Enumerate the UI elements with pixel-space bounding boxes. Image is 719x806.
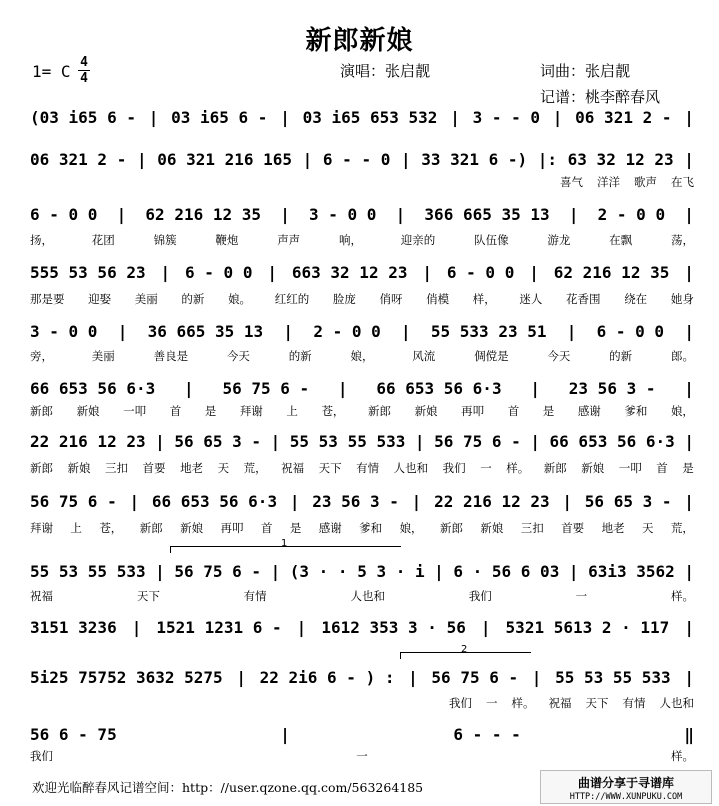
barline: |	[283, 321, 294, 341]
lyric-word: 新娘	[67, 461, 91, 475]
measure: 1612 353 3 · 56	[321, 617, 466, 637]
lyric-word: 有情	[622, 696, 646, 710]
measure: 56 65 3 -	[174, 431, 262, 451]
measure: 63i3 3562	[588, 561, 675, 581]
lyric-word: 样。	[506, 461, 530, 475]
barline: |	[684, 204, 694, 224]
barline: |	[684, 491, 694, 511]
notation-row	[30, 106, 694, 128]
lyrics-row	[30, 290, 694, 308]
barline: |	[566, 321, 577, 341]
lyric-word: 队伍像	[474, 233, 509, 247]
measure: 56 75 6 -	[174, 561, 262, 581]
measure: 6 - - 0	[322, 149, 391, 169]
lyric-word: 迷人	[519, 292, 543, 306]
lyric-word: 三扣	[520, 521, 544, 535]
lyric-word: 人也和	[659, 696, 694, 710]
barline: |	[480, 617, 491, 637]
measure: 63 32 12 23	[567, 149, 674, 169]
barline: |	[236, 667, 246, 687]
lyric-word: 天	[217, 461, 230, 475]
lyric-word: 的新	[288, 349, 312, 363]
barline: |	[184, 378, 194, 398]
lyric-word: 的新	[181, 292, 205, 306]
lyric-word: 风流	[412, 349, 436, 363]
lyric-word: 娘，	[670, 404, 694, 418]
lyric-word: 爹和	[624, 404, 648, 418]
barline: |	[422, 262, 432, 282]
lyric-word: 的新	[609, 349, 633, 363]
lyric-word: 游龙	[547, 233, 571, 247]
measure: 5i25 75752 3632 5275	[30, 667, 223, 687]
barline: |	[530, 431, 540, 451]
lyric-word: 上	[70, 521, 82, 535]
lyrics-row	[30, 587, 694, 605]
barline: |	[131, 617, 142, 637]
lyric-word: 样，	[472, 292, 496, 306]
measure: 23 56 3 -	[312, 491, 399, 511]
barline: |	[684, 667, 694, 687]
lyric-word: 苍，	[321, 404, 345, 418]
measure: 22 2i6 6 - ) :	[259, 667, 395, 687]
lyric-word: 一	[486, 696, 498, 710]
lyric-word: 苍，	[99, 521, 123, 535]
barline: |	[414, 431, 425, 451]
writer-credit: 词曲：张启靓	[540, 62, 631, 80]
measure: 6 - 0 0	[30, 204, 98, 224]
song-title: 新郎新娘	[305, 26, 414, 56]
lyrics-row	[30, 173, 694, 191]
measure: 366 665 35 13	[424, 204, 550, 224]
lyric-word: 样。	[670, 589, 694, 603]
measure: 6 - 0 0	[185, 262, 253, 282]
lyric-word: 是	[542, 404, 555, 418]
measure: 2 - 0 0	[313, 321, 381, 341]
barline: |	[148, 107, 159, 127]
measure: 66 653 56 6·3	[549, 431, 675, 451]
lyric-word: 一	[575, 589, 588, 603]
lyric-word: 天下	[136, 589, 160, 603]
barline: |	[395, 204, 406, 224]
barline: |	[117, 321, 128, 341]
barline: |	[408, 667, 418, 687]
measure: 55 53 55 533	[30, 561, 146, 581]
lyric-word: 锦簇	[153, 233, 177, 247]
lyric-word: 她身	[670, 292, 694, 306]
lyric-word: 美丽	[134, 292, 158, 306]
lyric-word: 新郎	[543, 461, 567, 475]
lyric-word: 首	[169, 404, 182, 418]
measure: (3 · · 5 3 · i	[289, 561, 425, 581]
lyrics-row	[30, 747, 694, 765]
lyric-word: 感谢	[318, 521, 342, 535]
lyric-word: 新郎	[439, 521, 463, 535]
measure: 06 321 2 -	[30, 149, 127, 169]
lyric-word: 新娘	[480, 521, 504, 535]
measure: 06 321 2 -	[575, 107, 672, 127]
barline: |	[684, 431, 694, 451]
barline: |	[337, 378, 348, 398]
barline: |	[568, 561, 579, 581]
lyric-word: 迎亲的	[400, 233, 436, 247]
lyric-word: 有情	[243, 589, 267, 603]
time-signature-bottom: 4	[80, 71, 88, 86]
lyric-word: 有情	[356, 461, 380, 475]
lyric-word: 首	[656, 461, 668, 475]
lyric-word: 祝福	[281, 461, 305, 475]
lyric-word: 声声	[277, 233, 301, 247]
lyric-word: 新郎	[368, 404, 391, 418]
lyric-word: 响，	[338, 233, 362, 247]
lyric-word: 一叩	[123, 404, 147, 418]
barline: |	[302, 149, 313, 169]
notation-row	[30, 616, 694, 638]
lyric-word: 人也和	[393, 461, 429, 475]
measure: 36 665 35 13	[147, 321, 264, 341]
barline: |	[296, 617, 307, 637]
measure: 3 - 0 0	[309, 204, 377, 224]
lyric-word: 荒，	[670, 521, 694, 535]
lyric-word: 新郎	[139, 521, 163, 535]
notation-row	[30, 560, 694, 582]
measure: 23 56 3 -	[568, 378, 656, 398]
notation-row	[30, 666, 694, 688]
measure: 66 653 56 6·3	[30, 378, 156, 398]
barline: |	[552, 107, 563, 127]
notation-row	[30, 203, 694, 225]
notation-row	[30, 377, 694, 399]
measure: 2 - 0 0	[597, 204, 666, 224]
barline: |	[280, 724, 290, 744]
lyric-word: 旁，	[30, 349, 53, 363]
lyric-word: 美丽	[91, 349, 115, 363]
measure: 66 653 56 6·3	[151, 491, 278, 511]
measure: 555 53 56 23	[30, 262, 146, 282]
lyric-word: 天	[642, 521, 654, 535]
measure: 3 - 0 0	[30, 321, 98, 341]
notation-row	[30, 490, 694, 512]
lyric-word: 荒，	[243, 461, 267, 475]
transcriber-credit: 记谱：桃李醉春风	[540, 88, 661, 106]
lyric-word: 今天	[547, 349, 571, 363]
lyric-word: 善良是	[153, 349, 189, 363]
lyric-word: 花香围	[566, 292, 601, 306]
lyric-word: 俏模	[426, 292, 450, 306]
lyric-word: 地老	[180, 461, 204, 475]
lyric-word: 再叩	[220, 521, 244, 535]
lyrics-row	[30, 459, 694, 477]
measure: 22 216 12 23	[30, 431, 146, 451]
lyric-word: 新娘	[76, 404, 100, 418]
lyric-word: 拜谢	[30, 521, 53, 535]
lyric-word: 是	[204, 404, 217, 418]
lyric-word: 郎。	[670, 349, 694, 363]
barline: |	[411, 491, 422, 511]
barline: |	[400, 149, 411, 169]
footer-brand: 曲谱分享于寻谱库	[577, 776, 674, 790]
footer-url: HTTP://WWW.XUNPUKU.COM	[569, 792, 683, 802]
barline: |	[531, 667, 542, 687]
lyric-word: 在飞	[671, 175, 694, 189]
measure: 56 65 3 -	[584, 491, 672, 511]
key-signature: 1= C	[32, 62, 71, 81]
volta-number: 1	[281, 538, 288, 549]
measure: 6 - 0 0	[596, 321, 665, 341]
lyric-word: 娘，	[399, 521, 423, 535]
barline: |	[116, 204, 127, 224]
barline: |	[270, 431, 281, 451]
lyrics-row	[30, 694, 694, 712]
barline: |	[136, 149, 147, 169]
lyric-word: 天下	[585, 696, 609, 710]
barline: |	[280, 107, 290, 127]
lyric-word: 天下	[318, 461, 342, 475]
barline: |	[529, 262, 539, 282]
lyric-word: 歌声	[634, 175, 657, 189]
barline: |	[684, 561, 694, 581]
barline: |	[155, 561, 165, 581]
barline: |	[155, 431, 165, 451]
measure: 1521 1231 6 -	[156, 617, 282, 637]
lyric-word: 那是要	[30, 292, 65, 306]
lyric-word: 娘，	[350, 349, 374, 363]
notation-row	[30, 430, 694, 452]
barline: |	[289, 491, 300, 511]
notation-row	[30, 261, 694, 283]
lyrics-row	[30, 519, 694, 537]
measure: 03 i65 653 532	[302, 107, 438, 127]
notation-row	[30, 148, 694, 170]
measure: 06 321 216 165	[157, 149, 293, 169]
lyric-word: 一	[480, 461, 492, 475]
barline: |	[684, 321, 694, 341]
barline: |	[401, 321, 411, 341]
barline: |	[684, 107, 694, 127]
measure: 55 53 55 533	[289, 431, 406, 451]
lyric-word: 爹和	[359, 521, 383, 535]
measure: 66 653 56 6·3	[376, 378, 502, 398]
barline: |	[280, 204, 290, 224]
lyric-word: 三扣	[105, 461, 129, 475]
lyric-word: 娘。	[228, 292, 252, 306]
lyric-word: 俏呀	[379, 292, 403, 306]
barline: |:	[537, 149, 558, 169]
lyric-word: 祝福	[30, 589, 53, 603]
lyric-word: 我们	[442, 461, 466, 475]
lyric-word: 我们	[30, 749, 53, 763]
time-signature	[78, 56, 90, 85]
barline: ‖	[684, 724, 694, 744]
measure: 6 - 0 0	[446, 262, 515, 282]
lyric-word: 扬，	[30, 233, 53, 247]
lyric-word: 红红的	[274, 292, 310, 306]
lyric-word: 我们	[468, 589, 492, 603]
measure: 56 75 6 -	[30, 491, 117, 511]
barline: |	[160, 262, 171, 282]
measure: 62 216 12 35	[145, 204, 262, 224]
barline: |	[568, 204, 579, 224]
measure: 56 75 6 -	[222, 378, 310, 398]
barline: |	[684, 262, 694, 282]
lyric-word: 新娘	[180, 521, 204, 535]
measure: 33 321 6 -)	[421, 149, 528, 169]
lyric-word: 新娘	[414, 404, 438, 418]
barline: |	[684, 617, 694, 637]
measure: 03 i65 6 -	[171, 107, 268, 127]
singer-credit: 演唱：张启靓	[340, 62, 431, 80]
barline: |	[530, 378, 540, 398]
lyric-word: 一叩	[618, 461, 642, 475]
lyric-word: 是	[289, 521, 302, 535]
lyrics-row	[30, 347, 694, 365]
lyric-word: 花团	[91, 233, 115, 247]
lyric-word: 祝福	[548, 696, 572, 710]
barline: |	[434, 561, 444, 581]
lyric-word: 再叩	[461, 404, 485, 418]
lyric-word: 在飘	[609, 233, 633, 247]
lyric-word: 首要	[142, 461, 166, 475]
lyric-word: 鞭炮	[215, 233, 239, 247]
barline: |	[129, 491, 140, 511]
footer-link-text: 欢迎光临醉春风记谱空间：http：//user.qzone.qq.com/563264185	[32, 780, 424, 795]
lyric-word: 倜傥是	[474, 349, 509, 363]
barline: |	[684, 149, 694, 169]
lyric-word: 荡，	[670, 233, 694, 247]
lyric-word: 首	[507, 404, 520, 418]
lyric-word: 新郎	[30, 461, 53, 475]
barline: |	[267, 262, 277, 282]
lyric-word: 首	[260, 521, 273, 535]
measure: 56 75 6 -	[431, 667, 519, 687]
lyric-word: 脸庞	[332, 292, 356, 306]
measure: 56 75 6 -	[434, 431, 521, 451]
lyric-word: 新娘	[581, 461, 605, 475]
lyric-word: 洋洋	[597, 175, 620, 189]
measure: 3151 3236	[30, 617, 117, 637]
measure: 22 216 12 23	[434, 491, 550, 511]
lyric-word: 拜谢	[239, 404, 263, 418]
measure: (03 i65 6 -	[30, 107, 136, 127]
measure: 6 · 56 6 03	[453, 561, 560, 581]
lyric-word: 绕在	[624, 292, 648, 306]
measure: 55 533 23 51	[430, 321, 547, 341]
measure: 5321 5613 2 · 117	[505, 617, 670, 637]
lyric-word: 一	[356, 749, 368, 763]
time-signature-top: 4	[80, 55, 88, 70]
lyric-word: 今天	[226, 349, 250, 363]
lyric-word: 喜气	[560, 175, 583, 189]
measure: 62 216 12 35	[553, 262, 670, 282]
lyrics-row	[30, 231, 694, 249]
notation-row	[30, 320, 694, 342]
lyric-word: 样。	[511, 696, 535, 710]
lyric-word: 我们	[449, 696, 472, 710]
notation-row	[30, 723, 694, 745]
measure: 3 - - 0	[472, 107, 541, 127]
lyric-word: 人也和	[350, 589, 385, 603]
lyric-word: 迎娶	[88, 292, 112, 306]
measure: 55 53 55 533	[555, 667, 671, 687]
lyric-word: 新郎	[30, 404, 53, 418]
lyric-word: 首要	[561, 521, 585, 535]
measure: 56 6 - 75	[30, 724, 117, 744]
measure: 663 32 12 23	[291, 262, 408, 282]
barline: |	[450, 107, 460, 127]
barline: |	[684, 378, 694, 398]
volta-number: 2	[461, 644, 468, 655]
lyric-word: 地老	[601, 521, 625, 535]
xunpuku-logo	[540, 770, 712, 804]
lyrics-row	[30, 402, 694, 420]
lyric-word: 是	[682, 461, 694, 475]
barline: |	[562, 491, 573, 511]
lyric-word: 样。	[671, 749, 694, 763]
lyric-word: 感谢	[577, 404, 601, 418]
lyric-word: 上	[286, 404, 298, 418]
barline: |	[270, 561, 281, 581]
measure: 6 - - -	[453, 724, 521, 744]
